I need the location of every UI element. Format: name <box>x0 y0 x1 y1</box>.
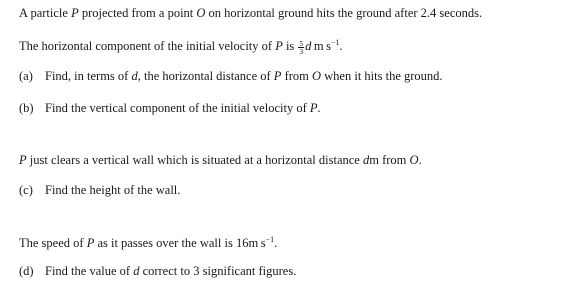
var-d: d <box>362 153 370 167</box>
text-span: correct to 3 significant figures. <box>139 264 297 278</box>
unit: m s <box>311 39 332 53</box>
text-span: when it hits the ground. <box>321 69 443 83</box>
part-label: (b) <box>19 101 34 115</box>
var-d: d <box>131 69 138 83</box>
text-span: Find the height of the wall. <box>45 183 181 197</box>
part-d <box>19 264 296 278</box>
text-span: Find the value of <box>45 264 134 278</box>
wall-text <box>19 153 422 167</box>
fraction <box>298 40 304 55</box>
part-label: (a) <box>19 69 33 83</box>
text-span: . <box>339 39 343 53</box>
text-span: , the horizontal distance of <box>137 69 274 83</box>
part-b <box>19 101 321 115</box>
unit: m s <box>248 236 266 250</box>
var-d: d <box>133 264 140 278</box>
var-p: P <box>275 39 283 53</box>
var-o: O <box>312 69 322 83</box>
part-a <box>19 69 443 83</box>
var-p: P <box>309 101 318 115</box>
intro-text <box>19 6 482 20</box>
part-label: (d) <box>19 264 34 278</box>
horizontal-velocity-text <box>19 36 343 55</box>
var-p: P <box>71 6 79 20</box>
unit: m <box>369 153 379 167</box>
text-span: Find, in terms of <box>45 69 132 83</box>
text-span: Find the vertical component of the initial velocity of <box>45 101 310 115</box>
text-span: The speed of <box>19 236 87 250</box>
speed-text <box>19 233 277 250</box>
text-span: . <box>317 101 321 115</box>
text-span: . <box>274 236 278 250</box>
text-span: The horizontal component of the initial velocity of <box>19 39 276 53</box>
text-span: . <box>418 153 422 167</box>
var-p: P <box>86 236 95 250</box>
var-o: O <box>196 6 206 20</box>
var-d: d <box>305 39 312 53</box>
var-p: P <box>19 153 27 167</box>
text-span: from <box>281 69 312 83</box>
text-span: A particle <box>19 6 72 20</box>
fraction-denominator: 3 <box>299 46 304 56</box>
fraction-numerator: 5 <box>299 38 304 48</box>
unit-exponent: −1 <box>265 235 275 244</box>
text-span: on horizontal ground hits the ground after 2.4 seconds. <box>205 6 483 20</box>
text-span: as it passes over the wall is 16 <box>94 236 249 250</box>
text-span: is <box>282 39 298 53</box>
var-o: O <box>409 153 419 167</box>
unit-exponent: −1 <box>331 38 340 47</box>
text-span: projected from a point <box>78 6 197 20</box>
part-label: (c) <box>19 183 33 197</box>
text-span: from <box>378 153 410 167</box>
var-p: P <box>273 69 282 83</box>
text-span: just clears a vertical wall which is situated at a horizontal distance <box>26 153 363 167</box>
part-c <box>19 183 180 197</box>
